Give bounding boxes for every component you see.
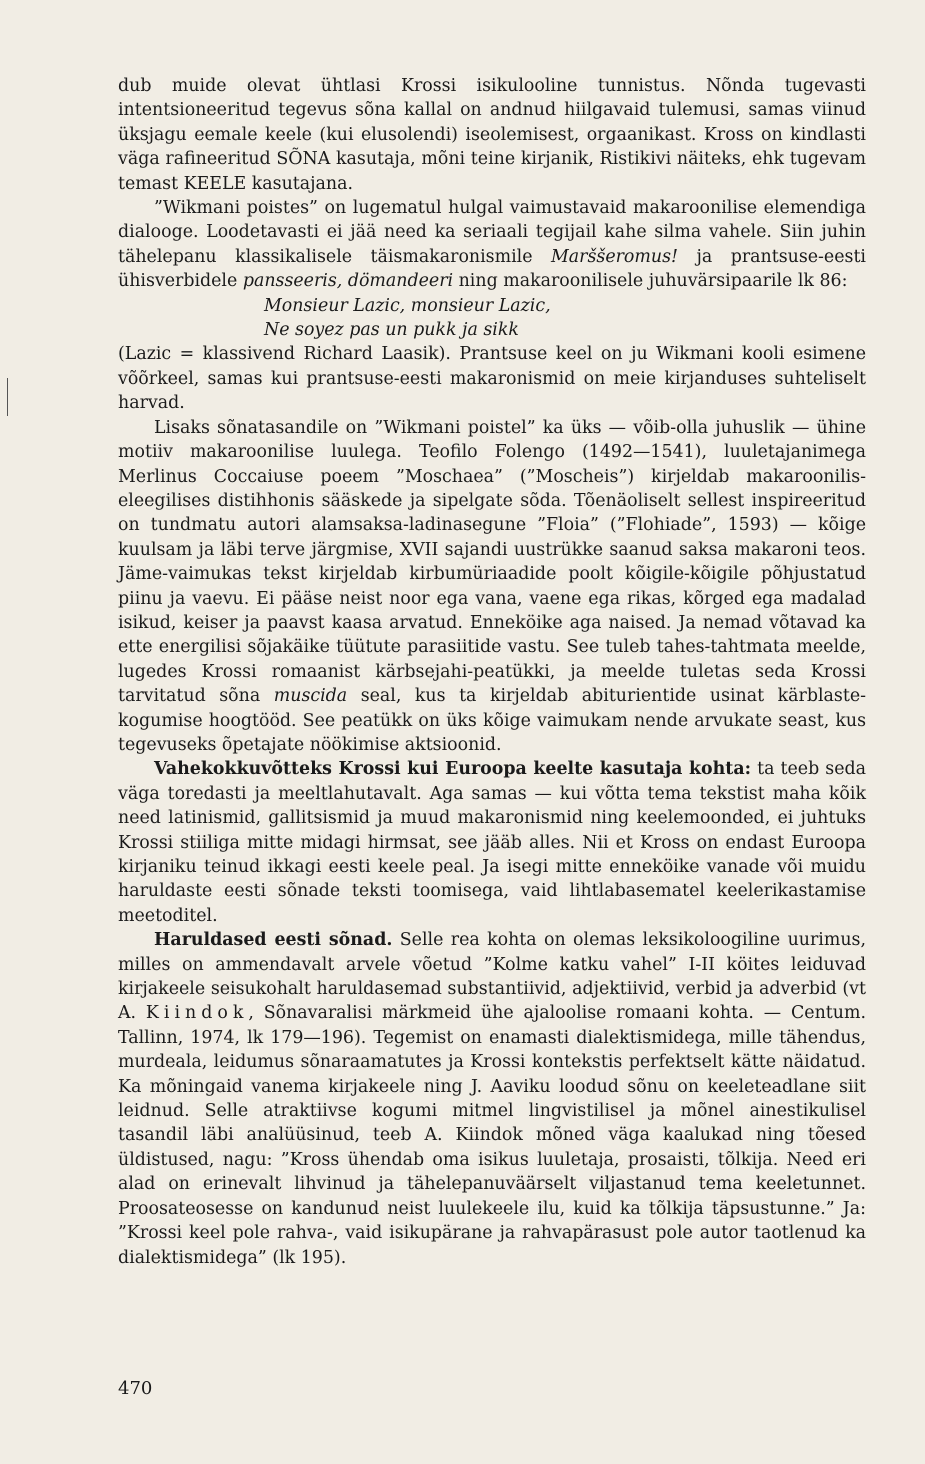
- paragraph-6-text-a: Selle rea kohta on olemas leksikoloogiline uurimus, milles on ammendavalt arvele võetud ”Kolme katku vahel” I-II köites leiduvad kirjakeele seisukohalt haruldasemad substantiivid, adjektiivid, verbid ja adverbid (vt A.: [118, 930, 866, 1024]
- run-in-heading-summary: Vahekokkuvõtteks Krossi kui Euroopa keelte kasutaja kohta:: [154, 759, 752, 780]
- paragraph-2: [118, 196, 866, 294]
- paragraph-4-text-c: seal, kus ta kirjeldab abiturientide usinat kärblaste-kogumise hoogtööd. See peatükk on üks kõige vaimukam nende arvukate seast, kus tegevuseks õpetajate nöökimise aktsioonid.: [118, 686, 866, 755]
- paragraph-2-text-e: ning makaroonilisele juhuvärsipaarile lk 86:: [453, 271, 848, 292]
- paragraph-2-text-a: ”Wikmani poistes” on lugematul hulgal vaimustavaid makaroonilise elemendiga dialooge. Loodetavasti ei jää need ka seriaali tegijail kahe silma vahele. Siin juhin tähelepanu klassikalisele täismakaronismile: [118, 198, 866, 267]
- paragraph-2-text-c: ja prantsuse-eesti ühisverbidele: [118, 246, 866, 292]
- paragraph-6: [118, 928, 866, 1270]
- paragraph-1: dub muide olevat ühtlasi Krossi isikulooline tunnistus. Nõnda tugevasti intentsioneeritud tegevus sõna kallal on andnud hiilgavaid tulemusi, samas viinud üksjagu eemale keele (kui elusolendi) iseolemisest, orgaanikast. Kross on kindlasti väga rafineeritud SÕNA kasutaja, mõni teine kirjanik, Ristikivi näiteks, ehk tugevam temast KEELE kasutajana.: [118, 76, 866, 194]
- paragraph-6-text-b: , Sõnavaralisi märkmeid ühe ajaloolise romaani kohta. — Centum. Tallinn, 1974, lk 179—196). Tegemist on enamasti dialektismidega, mille tähendus, murdeala, leidumus sõnaraamatutes ja Krossi kontekstis perfektselt kätte näidatud. Ka mõningaid vanema kirjakeele ning J. Aaviku loodud sõnu on keeleteadlane siit leidnud. Selle atraktiivse kogumi mitmel lingvistilisel ja mõnel ainestikulisel tasandil läbi analüüsinud, teeb A. Kiindok mõned väga kaalukad ning tõesed üldistused, nagu: ”Kross ühendab oma isikus luuletaja, prosaisti, tõlkija. Need eri alad on erinevalt lihvinud ja tähelepanuväärselt viljastanud tema keeletunnet. Proosateosesse on kandunud neist luulekeele ilu, kuid ka tõlkija täpsustunne.” Ja: ”Krossi keel pole rahva-, vaid isikupärane ja rahvapärasust pole autor taotlenud ka dialektismidega” (lk 195).: [118, 1003, 866, 1268]
- paragraph-3: (Lazic = klassivend Richard Laasik). Prantsuse keel on ju Wikmani kooli esimene võõrkeel, samas kui prantsuse-eesti makaronismid on meie kirjanduses suhteliselt harvad.: [118, 344, 866, 414]
- paragraph-2-italic-verbs: pansseeris, dömandeeri: [242, 271, 454, 292]
- paragraph-5-body: ta teeb seda väga toredasti ja meeltlahutavalt. Aga samas — kui võtta tema tekstist maha kõik need latinismid, gallitsismid ja muud makaronismid ning keelemoonded, ei juhtuks Krossi stiiliga mitte midagi hirmsat, see jääb alles. Nii et Kross on endast Euroopa kirjaniku teinud ikkagi eesti keele peal. Ja isegi mitte enneköike vanade või muidu haruldaste eesti sõnade teksti toomisega, vaid lihtlabasematel keelerikastamise meetoditel.: [118, 759, 866, 926]
- paragraph-4-text-a: Lisaks sõnatasandile on ”Wikmani poistel” ka üks — võib-olla juhuslik — ühine motiiv makaroonilise luulega. Teofilo Folengo (1492—1541), luuletajanimega Merlinus Coccaiuse poeem ”Moschaea” (”Moscheis”) kirjeldab makaroonilis-eleegilises distihhonis sääskede ja sipelgate sõda. Tõenäoliselt sellest inspireeritud on tundmatu autori alamsaksa-ladinasegune ”Floia” (”Flohiade”, 1593) — kõige kuulsam ja läbi terve järgmise, XVII sajandi uustrükke saanud saksa makaroni teos. Jäme-vaimukas tekst kirjeldab kirbumüriaadide poolt kõigile-kõigile põhjustatud piinu ja vaevu. Ei pääse neist noor ega vana, vaene ega rikas, kõrged ega madalad isikud, keiser ja paavst kaasa arvatud. Enneköike aga naised. Ja nemad võtavad ka ette energilisi sõjakäike tüütute parasiitide vastu. See tuleb tahes-tahtmata meelde, lugedes Krossi romaanist kärbsejahi-peatükki, ja meelde tuletas seda Krossi tarvitatud sõna: [118, 417, 866, 707]
- verse-line-2: Ne soyez pas un pukk ja sikk: [264, 320, 519, 341]
- author-name-spaced: Kiindok: [145, 1003, 249, 1024]
- run-in-heading-rare-words: Haruldased eesti sõnad.: [154, 930, 393, 951]
- page-number: 470: [118, 1378, 153, 1399]
- paragraph-5: [118, 757, 866, 928]
- verse-line-1: Monsieur Lazic, monsieur Lazic,: [264, 295, 551, 316]
- margin-mark: [7, 378, 8, 416]
- paragraph-4: [118, 416, 866, 758]
- page-body: [118, 74, 866, 1270]
- paragraph-4-italic-word: muscida: [273, 686, 348, 707]
- paragraph-2-italic-word: Marššeromus!: [550, 246, 679, 267]
